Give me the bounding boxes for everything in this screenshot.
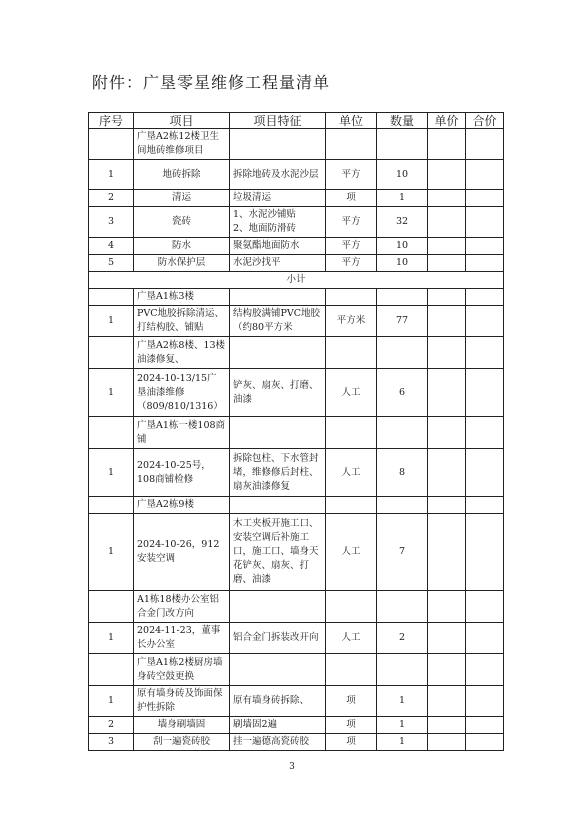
cell-total-price: [466, 417, 504, 449]
table-body: [89, 129, 504, 751]
cell-quantity: [377, 497, 428, 514]
cell-feature: 聚氨酯地面防水: [230, 238, 326, 255]
cell-unit: [326, 337, 377, 369]
cell-unit-price: [428, 686, 466, 717]
cell-quantity: 10: [377, 255, 428, 272]
cell-item: 瓷砖: [134, 207, 230, 238]
cell-total-price: [466, 160, 504, 190]
cell-index: [89, 417, 134, 449]
cell-feature: 原有墙身砖拆除、: [230, 686, 326, 717]
cell-item: 广垦A2栋9楼: [134, 497, 230, 514]
cell-unit-price: [428, 717, 466, 734]
cell-unit-price: [428, 369, 466, 417]
cell-unit: [326, 129, 377, 160]
cell-item: 2024-10-13/15广垦油漆维修（809/810/1316）: [134, 369, 230, 417]
cell-unit-price: [428, 289, 466, 306]
cell-item: 墙身刷墙固: [134, 717, 230, 734]
header-unit: 单位: [326, 113, 377, 129]
cell-unit: 人工: [326, 449, 377, 497]
cell-unit: 项: [326, 734, 377, 751]
cell-unit: [326, 654, 377, 686]
section-row: [89, 497, 504, 514]
cell-quantity: [377, 417, 428, 449]
header-item: 项目: [134, 113, 230, 129]
cell-unit: [326, 417, 377, 449]
cell-feature: 刷墙固2遍: [230, 717, 326, 734]
cell-quantity: 6: [377, 369, 428, 417]
cell-feature: 拆除包柱、下水管封堵，维修修后封柱、扇灰油漆修复: [230, 449, 326, 497]
cell-unit-price: [428, 238, 466, 255]
cell-item: 原有墙身砖及饰面保护性拆除: [134, 686, 230, 717]
cell-total-price: [466, 306, 504, 337]
cell-unit: 项: [326, 717, 377, 734]
header-quantity: 数量: [377, 113, 428, 129]
cell-feature: 1、水泥沙铺贴 2、地面防滑砖: [230, 207, 326, 238]
cell-unit-price: [428, 654, 466, 686]
quantity-table: [88, 112, 504, 751]
cell-index: [89, 497, 134, 514]
section-row: [89, 129, 504, 160]
cell-index: 2: [89, 717, 134, 734]
section-row: [89, 337, 504, 369]
cell-unit-price: [428, 306, 466, 337]
cell-unit-price: [428, 417, 466, 449]
cell-total-price: [466, 449, 504, 497]
cell-total-price: [466, 369, 504, 417]
cell-index: 1: [89, 686, 134, 717]
cell-total-price: [466, 207, 504, 238]
cell-unit-price: [428, 337, 466, 369]
cell-item: 广垦A2栋8楼、13楼油漆修复、: [134, 337, 230, 369]
cell-total-price: [466, 497, 504, 514]
cell-index: [89, 591, 134, 623]
cell-item: 2024-10-25号，108商铺检修: [134, 449, 230, 497]
cell-index: 4: [89, 238, 134, 255]
cell-unit-price: [428, 497, 466, 514]
cell-feature: 铝合金门拆装改开向: [230, 623, 326, 654]
cell-item: 防水保护层: [134, 255, 230, 272]
cell-unit-price: [428, 591, 466, 623]
cell-quantity: 10: [377, 160, 428, 190]
cell-unit: 平方: [326, 238, 377, 255]
cell-feature: 拆除地砖及水泥沙层: [230, 160, 326, 190]
cell-index: 3: [89, 207, 134, 238]
cell-index: 5: [89, 255, 134, 272]
cell-feature: [230, 497, 326, 514]
cell-unit-price: [428, 623, 466, 654]
cell-unit: 人工: [326, 369, 377, 417]
cell-total-price: [466, 623, 504, 654]
cell-item: A1栋18楼办公室铝合金门改方向: [134, 591, 230, 623]
cell-total-price: [466, 238, 504, 255]
cell-feature: 挂一遍德高瓷砖胶: [230, 734, 326, 751]
cell-item: 广垦A1栋一楼108商铺: [134, 417, 230, 449]
table-row: [89, 717, 504, 734]
header-unit-price: 单价: [428, 113, 466, 129]
subtotal-label: 小计: [89, 272, 504, 289]
cell-item: 2024-10-26，912安装空调: [134, 514, 230, 591]
cell-unit: [326, 591, 377, 623]
cell-item: 清运: [134, 190, 230, 207]
header-total-price: 合价: [466, 113, 504, 129]
table-row: [89, 514, 504, 591]
cell-unit-price: [428, 514, 466, 591]
cell-feature: 水泥沙找平: [230, 255, 326, 272]
page-number: 3: [289, 762, 295, 772]
cell-total-price: [466, 717, 504, 734]
cell-item: 防水: [134, 238, 230, 255]
cell-item: 地砖拆除: [134, 160, 230, 190]
cell-feature: 结构胶满铺PVC地胶（约80平方米: [230, 306, 326, 337]
table-row: [89, 207, 504, 238]
cell-feature: [230, 129, 326, 160]
cell-total-price: [466, 337, 504, 369]
cell-feature: [230, 654, 326, 686]
cell-total-price: [466, 686, 504, 717]
cell-index: 1: [89, 160, 134, 190]
cell-quantity: 1: [377, 734, 428, 751]
cell-item: 2024-11-23，董事长办公室: [134, 623, 230, 654]
cell-index: 1: [89, 449, 134, 497]
cell-item: 广垦A2栋12楼卫生间地砖维修项目: [134, 129, 230, 160]
cell-quantity: [377, 129, 428, 160]
table-row: [89, 160, 504, 190]
cell-unit: 项: [326, 686, 377, 717]
cell-unit: [326, 289, 377, 306]
cell-unit-price: [428, 160, 466, 190]
cell-total-price: [466, 289, 504, 306]
cell-feature: 木工夹板开施工口、安装空调后补施工口，施工口、墙身天花铲灰、扇灰、打磨、油漆: [230, 514, 326, 591]
table-row: [89, 449, 504, 497]
cell-total-price: [466, 591, 504, 623]
cell-index: 3: [89, 734, 134, 751]
cell-unit: 人工: [326, 514, 377, 591]
cell-quantity: 1: [377, 686, 428, 717]
cell-index: 1: [89, 369, 134, 417]
table-row: [89, 238, 504, 255]
cell-feature: 垃圾清运: [230, 190, 326, 207]
cell-quantity: 2: [377, 623, 428, 654]
cell-quantity: [377, 337, 428, 369]
table-row: [89, 623, 504, 654]
cell-item: 刮一遍瓷砖胶: [134, 734, 230, 751]
cell-quantity: 8: [377, 449, 428, 497]
cell-index: [89, 289, 134, 306]
cell-total-price: [466, 129, 504, 160]
table-row: [89, 686, 504, 717]
cell-quantity: 77: [377, 306, 428, 337]
cell-item: 广垦A1栋3楼: [134, 289, 230, 306]
table-row: [89, 255, 504, 272]
cell-feature: [230, 337, 326, 369]
cell-unit: 平方米: [326, 306, 377, 337]
cell-unit-price: [428, 129, 466, 160]
cell-total-price: [466, 654, 504, 686]
cell-index: 1: [89, 306, 134, 337]
table-header: [89, 113, 504, 129]
table-row: [89, 306, 504, 337]
cell-total-price: [466, 734, 504, 751]
cell-unit-price: [428, 449, 466, 497]
cell-feature: 铲灰、扇灰、打磨、油漆: [230, 369, 326, 417]
cell-unit: 项: [326, 190, 377, 207]
table-row: [89, 734, 504, 751]
cell-quantity: 1: [377, 717, 428, 734]
cell-feature: [230, 289, 326, 306]
cell-unit-price: [428, 190, 466, 207]
cell-quantity: [377, 654, 428, 686]
cell-unit: [326, 497, 377, 514]
header-feature: 项目特征: [230, 113, 326, 129]
cell-feature: [230, 417, 326, 449]
cell-index: [89, 337, 134, 369]
cell-quantity: 7: [377, 514, 428, 591]
cell-index: [89, 129, 134, 160]
cell-index: 1: [89, 514, 134, 591]
cell-unit-price: [428, 734, 466, 751]
cell-quantity: 1: [377, 190, 428, 207]
page-title: 附件：广垦零星维修工程量清单: [92, 73, 331, 92]
section-row: [89, 654, 504, 686]
section-row: [89, 417, 504, 449]
cell-item: 广垦A1栋2楼厨房墙身砖空鼓更换: [134, 654, 230, 686]
table-row: [89, 369, 504, 417]
cell-index: 2: [89, 190, 134, 207]
header-index: 序号: [89, 113, 134, 129]
cell-total-price: [466, 255, 504, 272]
cell-feature: [230, 591, 326, 623]
table-row: [89, 190, 504, 207]
cell-unit: 平方: [326, 160, 377, 190]
cell-total-price: [466, 190, 504, 207]
cell-index: [89, 654, 134, 686]
cell-index: 1: [89, 623, 134, 654]
cell-item: PVC地胶拆除清运、打结构胶、铺贴: [134, 306, 230, 337]
cell-quantity: 10: [377, 238, 428, 255]
cell-total-price: [466, 514, 504, 591]
section-row: [89, 591, 504, 623]
cell-quantity: [377, 591, 428, 623]
section-row: [89, 289, 504, 306]
cell-quantity: [377, 289, 428, 306]
cell-unit: 平方: [326, 255, 377, 272]
subtotal-row: [89, 272, 504, 289]
cell-quantity: 32: [377, 207, 428, 238]
cell-unit: 平方: [326, 207, 377, 238]
cell-unit-price: [428, 255, 466, 272]
cell-unit: 人工: [326, 623, 377, 654]
cell-unit-price: [428, 207, 466, 238]
